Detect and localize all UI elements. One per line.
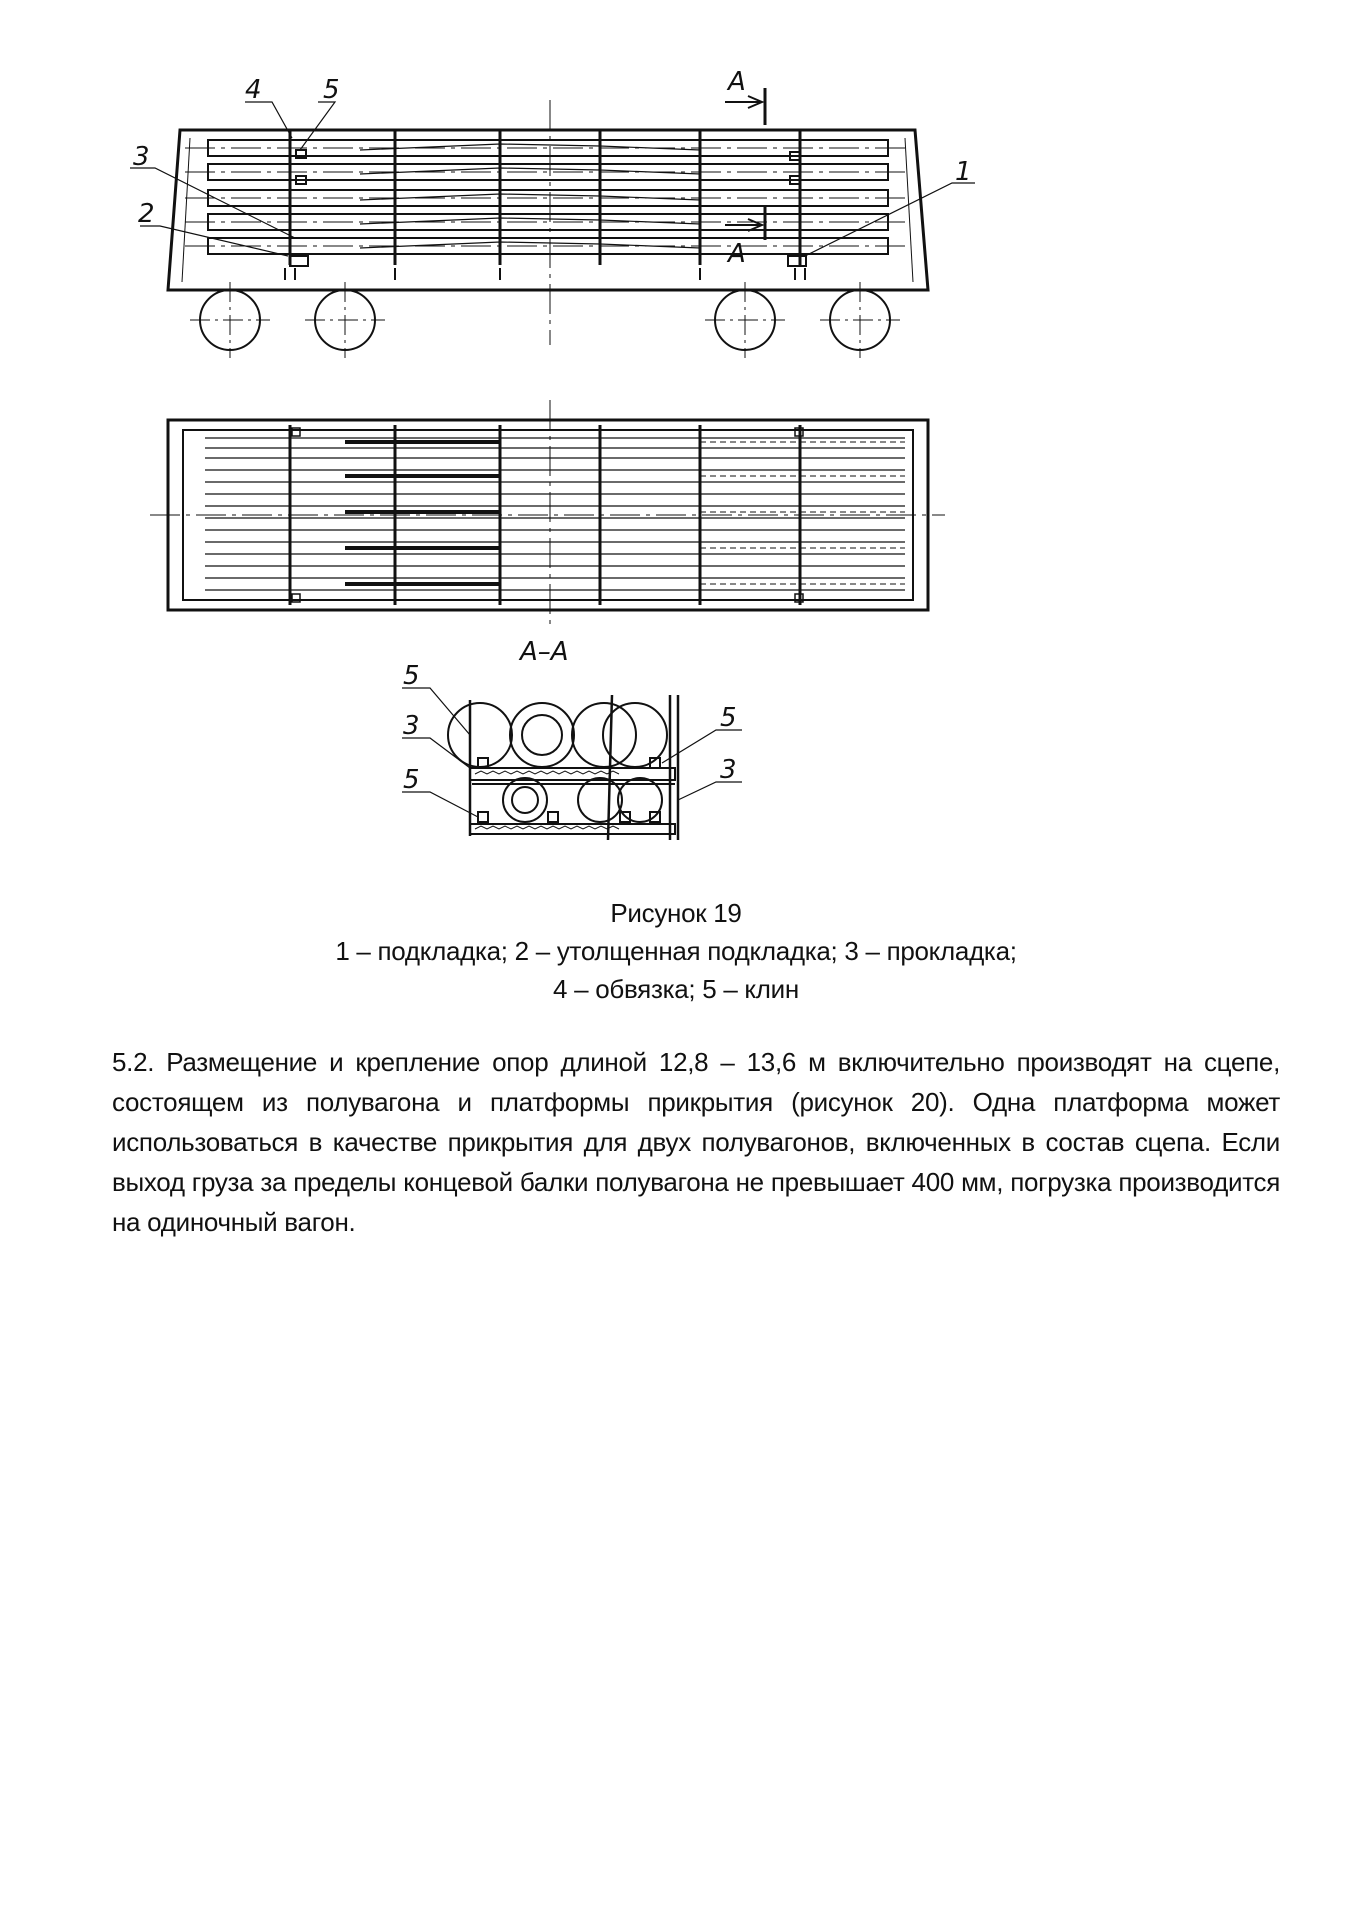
callout-2: 2: [138, 199, 155, 229]
section-callout-5-right: 5: [720, 703, 737, 733]
section-callout-5-bottom: 5: [403, 765, 420, 795]
section-a-a: [402, 688, 742, 840]
section-callout-5-top: 5: [403, 661, 420, 691]
callout-3: 3: [133, 142, 150, 172]
side-view: [130, 88, 975, 358]
section-mark-a-top: A: [728, 67, 746, 97]
callout-1: 1: [955, 157, 972, 187]
section-title: A–A: [520, 637, 569, 667]
figure-legend-line-2: 4 – обвязка; 5 – клин: [553, 974, 799, 1004]
plan-view: [150, 400, 945, 625]
section-mark-a-bottom: A: [728, 239, 746, 269]
section-callout-3-left: 3: [403, 711, 420, 741]
figure-legend-line-1: 1 – подкладка; 2 – утолщенная подкладка; 3 – прокладка;: [335, 936, 1017, 966]
section-callout-3-right: 3: [720, 755, 737, 785]
callout-5: 5: [323, 75, 340, 105]
wheelsets: [200, 290, 890, 350]
gondola-body: [168, 130, 928, 290]
callout-4: 4: [245, 75, 262, 105]
figure-caption-title: Рисунок 19: [610, 898, 742, 928]
technical-drawing: [0, 0, 1352, 860]
pole-stack-side: [208, 140, 888, 254]
body-paragraph: 5.2. Размещение и крепление опор длиной 12,8 – 13,6 м включительно производят на сцепе, состоящем из полувагона и платформы прикрытия (рисунок 20). Одна платформа может использоваться в качестве прикрытия для двух полувагонов, включенных в состав сцепа. Если выход груза за пределы концевой балки полувагона не превышает 400 мм, погрузка производится на одиночный вагон.: [112, 1047, 1280, 1237]
